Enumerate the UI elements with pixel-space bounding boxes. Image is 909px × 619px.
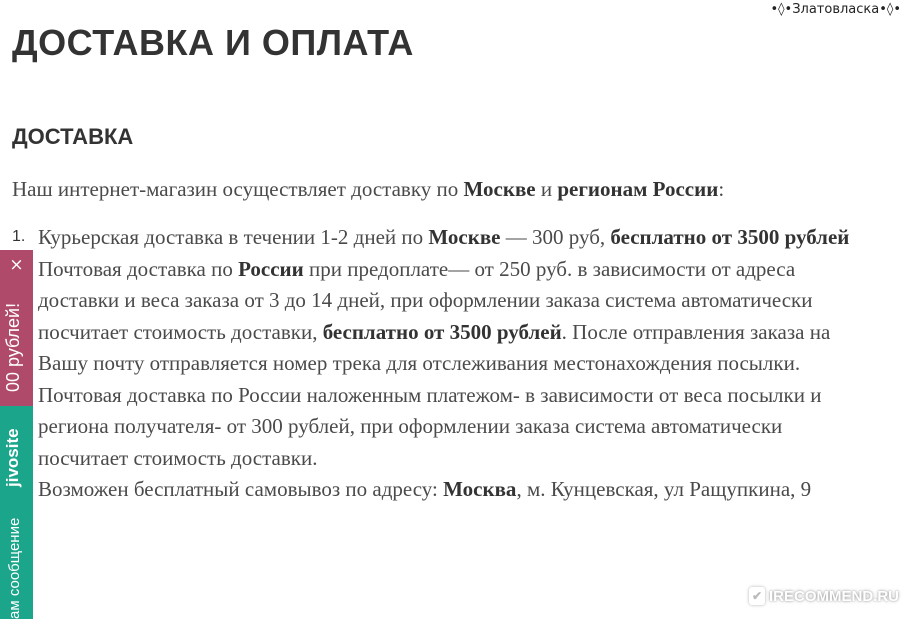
promo-tab-text[interactable]: 00 рублей!: [3, 302, 23, 392]
post-prepaid-delivery: [38, 254, 873, 380]
intro-text-3: :: [718, 177, 725, 201]
delivery-list-item: [38, 222, 873, 506]
courier-bold-moscow: Москве: [428, 225, 501, 249]
intro-bold-regions: регионам России: [557, 177, 719, 201]
courier-delivery: [38, 222, 873, 254]
courier-bold-free: бесплатно от 3500 рублей: [610, 225, 850, 249]
section-title-delivery: ДОСТАВКА: [12, 124, 134, 149]
post-prepaid-text-1: Почтовая доставка по: [38, 256, 239, 281]
promo-close-icon[interactable]: ×: [9, 255, 24, 275]
list-number: 1.: [12, 228, 26, 245]
courier-text-2: — 300 руб,: [500, 225, 611, 249]
post-prepaid-bold-free: бесплатно от 3500 рублей: [322, 319, 562, 344]
watermark-bottom-text: IRECOMMEND.RU: [769, 587, 899, 605]
post-prepaid-text-2: при предоплате— от 250 руб. в зависимости от адреса доставки и веса заказа от 3 до 14 дней, при оформлении заказа система автоматически посчитает стоимость доставки,: [38, 256, 813, 344]
jivosite-message-label[interactable]: ам сообщение: [6, 517, 23, 619]
pickup-text-2: , м. Кунцевская, ул Ращупкина, 9: [516, 477, 812, 501]
intro-paragraph: [12, 174, 724, 204]
intro-text-2: и: [535, 177, 558, 201]
courier-text-1: Курьерская доставка в течении 1-2 дней по: [38, 225, 429, 249]
intro-bold-moscow: Москве: [463, 177, 536, 201]
post-prepaid-text-3: . После отправления заказа на Вашу почту отправляется номер трека для отслеживания местонахождения посылки.: [38, 319, 831, 375]
watermark-top: •◊•Златовласка•◊•: [770, 2, 901, 17]
page-title: ДОСТАВКА И ОПЛАТА: [12, 22, 414, 63]
pickup-info: [38, 474, 873, 506]
intro-text-1: Наш интернет-магазин осуществляет доставку по: [12, 177, 464, 201]
pickup-text-1: Возможен бесплатный самовывоз по адресу:: [38, 477, 444, 501]
jivosite-logo[interactable]: jivosite: [3, 428, 22, 487]
watermark-bottom: [749, 587, 899, 605]
post-cod-delivery: Почтовая доставка по России наложенным платежом- в зависимости от веса посылки и региона получателя- от 300 рублей, при оформлении заказа система автоматически посчитает стоимость доставки.: [38, 382, 822, 470]
pickup-bold-moscow: Москва: [443, 477, 517, 501]
recommend-logo-icon: ✔: [749, 587, 765, 605]
post-prepaid-bold-russia: России: [238, 256, 304, 281]
